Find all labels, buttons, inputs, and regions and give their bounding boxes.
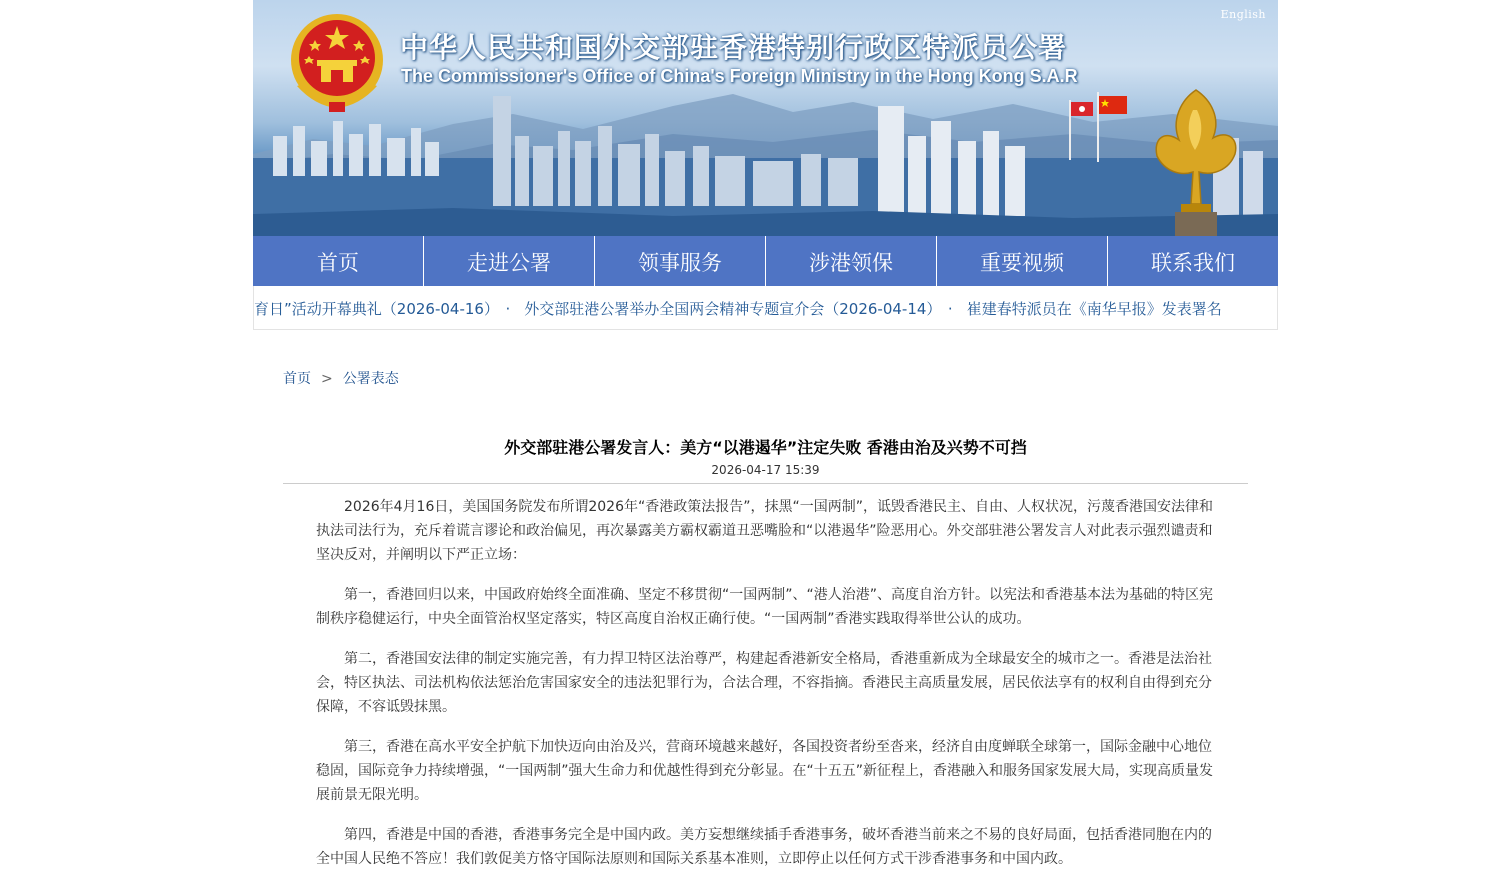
ticker-separator: · [947, 300, 953, 318]
english-language-link[interactable]: English [1220, 8, 1266, 21]
page-container [253, 0, 1278, 888]
ticker-item[interactable]: 外交部驻港公署举办全国两会精神专题宣介会（2026-04-14） [524, 300, 934, 318]
news-ticker-track [254, 298, 1222, 319]
breadcrumb [283, 368, 399, 388]
article-body [316, 495, 1216, 887]
ticker-item[interactable]: 育日”活动开幕典礼（2026-04-16） [254, 300, 492, 318]
breadcrumb-current-link[interactable]: 公署表态 [342, 371, 399, 387]
header-banner [253, 0, 1278, 236]
article-title: 外交部驻港公署发言人：美方“以港遏华”注定失败 香港由治及兴势不可挡 [504, 438, 1027, 457]
nav-item-contact[interactable]: 联系我们 [1107, 236, 1278, 286]
article-divider [283, 483, 1248, 484]
golden-bauhinia-statue-icon [1141, 80, 1251, 236]
nav-item-consular-protection[interactable]: 涉港领保 [765, 236, 936, 286]
nav-item-consular-services[interactable]: 领事服务 [594, 236, 765, 286]
site-title-chinese: 中华人民共和国外交部驻香港特别行政区特派员公署 [400, 31, 1068, 64]
article-paragraph: 第二，香港国安法律的制定实施完善，有力捍卫特区法治尊严，构建起香港新安全格局，香港重新成为全球最安全的城市之一。香港是法治社会，特区执法、司法机构依法惩治危害国家安全的违法犯罪行为，合法合理，不容指摘。香港民主高质量发展，居民依法享有的权利自由得到充分保障，不容诋毁抹黑。 [316, 651, 1212, 715]
nav-item-about[interactable]: 走进公署 [423, 236, 594, 286]
article-date: 2026-04-17 15:39 [711, 463, 820, 477]
main-nav [253, 236, 1278, 286]
article-paragraph: 2026年4月16日，美国国务院发布所谓2026年“香港政策法报告”，抹黑“一国两制”，诋毁香港民主、自由、人权状况，污蔑香港国安法律和执法司法行为，充斥着谎言谬论和政治偏见，再次暴露美方霸权霸道丑恶嘴脸和“以港遏华”险恶用心。外交部驻港公署发言人对此表示强烈谴责和坚决反对，并阐明以下严正立场： [316, 499, 1213, 563]
national-emblem-icon [285, 10, 389, 116]
china-flag-icon [1096, 92, 1136, 162]
ticker-item[interactable]: 崔建春特派员在《南华早报》发表署名 [966, 300, 1222, 318]
article-paragraph: 第一，香港回归以来，中国政府始终全面准确、坚定不移贯彻“一国两制”、“港人治港”、高度自治方针。以宪法和香港基本法为基础的特区宪制秩序稳健运行，中央全面管治权坚定落实，特区高度自治权正确行使。“一国两制”香港实践取得举世公认的成功。 [316, 587, 1214, 627]
site-title-english: The Commissioner's Office of China's Foreign Ministry in the Hong Kong S.A.R [401, 66, 1078, 86]
breadcrumb-separator: > [321, 371, 333, 387]
nav-item-videos[interactable]: 重要视频 [936, 236, 1107, 286]
nav-item-home[interactable]: 首页 [317, 251, 359, 275]
news-ticker [253, 286, 1278, 330]
article-paragraph: 第四，香港是中国的香港，香港事务完全是中国内政。美方妄想继续插手香港事务，破坏香港当前来之不易的良好局面，包括香港同胞在内的全中国人民绝不答应！我们敦促美方恪守国际法原则和国际关系基本准则，立即停止以任何方式干涉香港事务和中国内政。 [316, 827, 1212, 867]
article-paragraph: 第三，香港在高水平安全护航下加快迈向由治及兴，营商环境越来越好，各国投资者纷至沓来，经济自由度蝉联全球第一，国际金融中心地位稳固，国际竞争力持续增强，“一国两制”强大生命力和优越性得到充分彰显。在“十五五”新征程上，香港融入和服务国家发展大局，实现高质量发展前景无限光明。 [316, 739, 1214, 803]
breadcrumb-home-link[interactable]: 首页 [283, 371, 311, 387]
ticker-separator: · [505, 300, 511, 318]
